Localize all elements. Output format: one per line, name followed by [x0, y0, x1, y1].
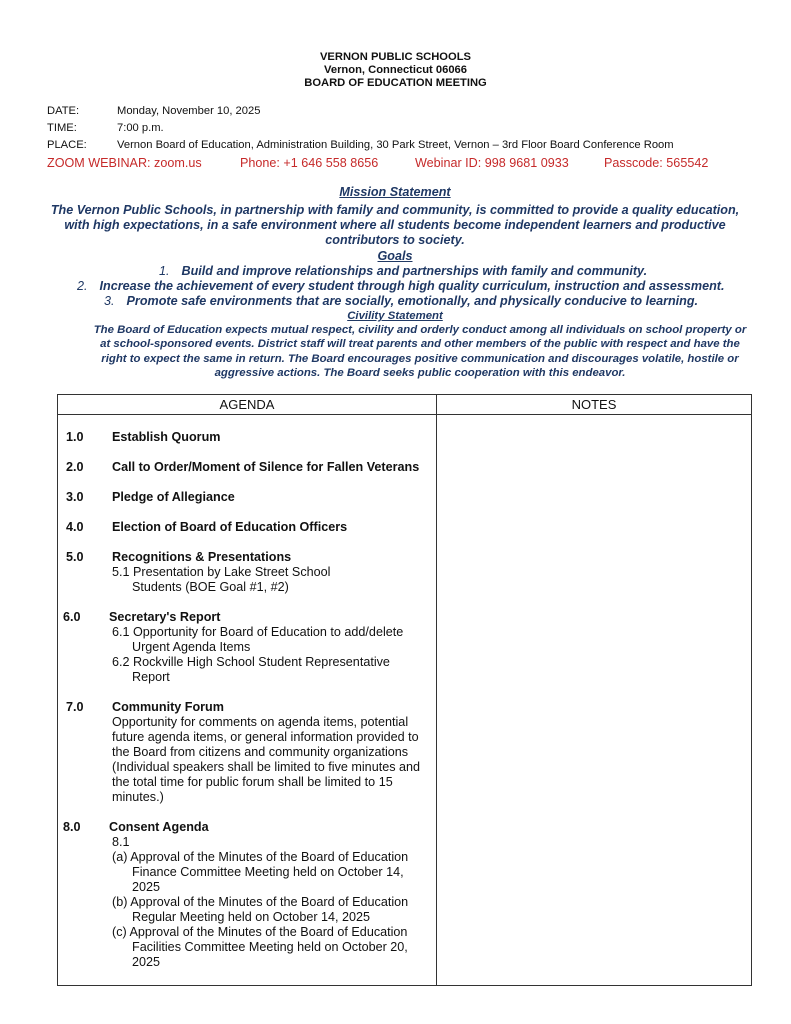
goal-3: 3. Promote safe environments that are socially, emotionally, and physically conducive to learning.: [104, 294, 699, 308]
agenda-subitem-5-1: 5.1 Presentation by Lake Street School Students (BOE Goal #1, #2): [112, 565, 331, 594]
agenda-item-4: 4.0 Election of Board of Education Officers: [66, 520, 348, 534]
agenda-subitem-6-2: 6.2 Rockville High School Student Representative Report: [112, 655, 390, 684]
district-address: Vernon, Connecticut 06066: [324, 64, 467, 76]
date-label: DATE:: [47, 105, 80, 117]
notes-column[interactable]: [437, 415, 752, 986]
time-value: 7:00 p.m.: [117, 122, 164, 134]
date-value: Monday, November 10, 2025: [117, 105, 261, 117]
agenda-table: [57, 394, 752, 986]
agenda-item-6: 6.0 Secretary's Report 6.1 Opportunity for Board of Education to add/delete Urgent Agenda Items 6.2 Rockville High School Student Representative Report: [58, 610, 436, 685]
agenda-column: [58, 415, 437, 986]
agenda-subitem-6-1: 6.1 Opportunity for Board of Education to add/delete Urgent Agenda Items: [112, 625, 404, 654]
zoom-phone: Phone: +1 646 558 8656: [240, 156, 379, 170]
mission-text: The Vernon Public Schools, in partnership with family and community, is committed to provide a quality education, with high expectations, in a safe environment where all students become independent learners and productive contributors to society.: [50, 203, 740, 247]
goal-1: 1. Build and improve relationships and partnerships with family and community.: [159, 264, 648, 278]
agenda-subitem-8-1-b: (b) Approval of the Minutes of the Board of Education Regular Meeting held on October 14, 2025: [112, 895, 409, 924]
mission-title: Mission Statement: [339, 185, 451, 199]
agenda-item-8: 8.0 Consent Agenda 8.1 (a) Approval of the Minutes of the Board of Education Finance Committee Meeting held on October 14, 2025 (b) Approval of the Minutes of the Board of Education Regular Meeting held on October 14, 2025 (c) Approval of the Minutes of the Board of Education Facilities Committee Meeting held on October 20, 2025: [58, 820, 436, 970]
civility-text: The Board of Education expects mutual respect, civility and orderly conduct among all individuals on school property or at school-sponsored events. District staff will treat parents and other members of the public with respect and have the right to expect the same in return. The Board encourages positive communication and discourages volatile, hostile or aggressive actions. The Board seeks public cooperation with this endeavor.: [93, 324, 747, 379]
meeting-time: [47, 122, 164, 134]
agenda-item-5: 5.0 Recognitions & Presentations 5.1 Presentation by Lake Street School Students (BOE Goal #1, #2): [58, 550, 436, 595]
agenda-item-2: 2.0 Call to Order/Moment of Silence for Fallen Veterans: [66, 460, 420, 474]
agenda-item-1: 1.0 Establish Quorum: [66, 430, 221, 444]
agenda-subitem-8-1-c: (c) Approval of the Minutes of the Board of Education Facilities Committee Meeting held on October 20, 2025: [112, 925, 408, 969]
civility-title: Civility Statement: [347, 310, 443, 322]
zoom-passcode: Passcode: 565542: [604, 156, 709, 170]
agenda-subitem-8-1-label: 8.1: [112, 835, 130, 849]
place-value: Vernon Board of Education, Administration Building, 30 Park Street, Vernon – 3rd Floor Board Conference Room: [117, 139, 674, 151]
district-name: VERNON PUBLIC SCHOOLS: [319, 51, 472, 63]
agenda-subitem-8-1-a: (a) Approval of the Minutes of the Board of Education Finance Committee Meeting held on October 14, 2025: [112, 850, 409, 894]
meeting-title: BOARD OF EDUCATION MEETING: [304, 77, 487, 89]
agenda-header: AGENDA: [58, 395, 437, 415]
agenda-item-3: 3.0 Pledge of Allegiance: [66, 490, 235, 504]
goal-2: 2. Increase the achievement of every student through high quality curriculum, instruction and assessment.: [77, 279, 725, 293]
goals-title: Goals: [377, 249, 413, 263]
community-forum-description: Opportunity for comments on agenda items, potential future agenda items, or general information provided to the Board from citizens and community organizations (Individual speakers shall be limited to five minutes and the total time for public forum shall be limited to 15 minutes.): [112, 715, 421, 804]
meeting-place: [47, 139, 674, 151]
agenda-item-7: 7.0 Community Forum Opportunity for comments on agenda items, potential future agenda items, or general information provided to the Board from citizens and community organizations (Individual speakers shall be limited to five minutes and the total time for public forum shall be limited to 15 minutes.): [58, 700, 436, 805]
notes-header: NOTES: [437, 395, 752, 415]
zoom-info: [47, 156, 708, 170]
document-header: [0, 51, 791, 90]
meeting-date: [47, 105, 260, 117]
place-label: PLACE:: [47, 139, 87, 151]
zoom-webinar-id: Webinar ID: 998 9681 0933: [415, 156, 569, 170]
zoom-webinar-link[interactable]: ZOOM WEBINAR: zoom.us: [47, 156, 202, 170]
time-label: TIME:: [47, 122, 77, 134]
